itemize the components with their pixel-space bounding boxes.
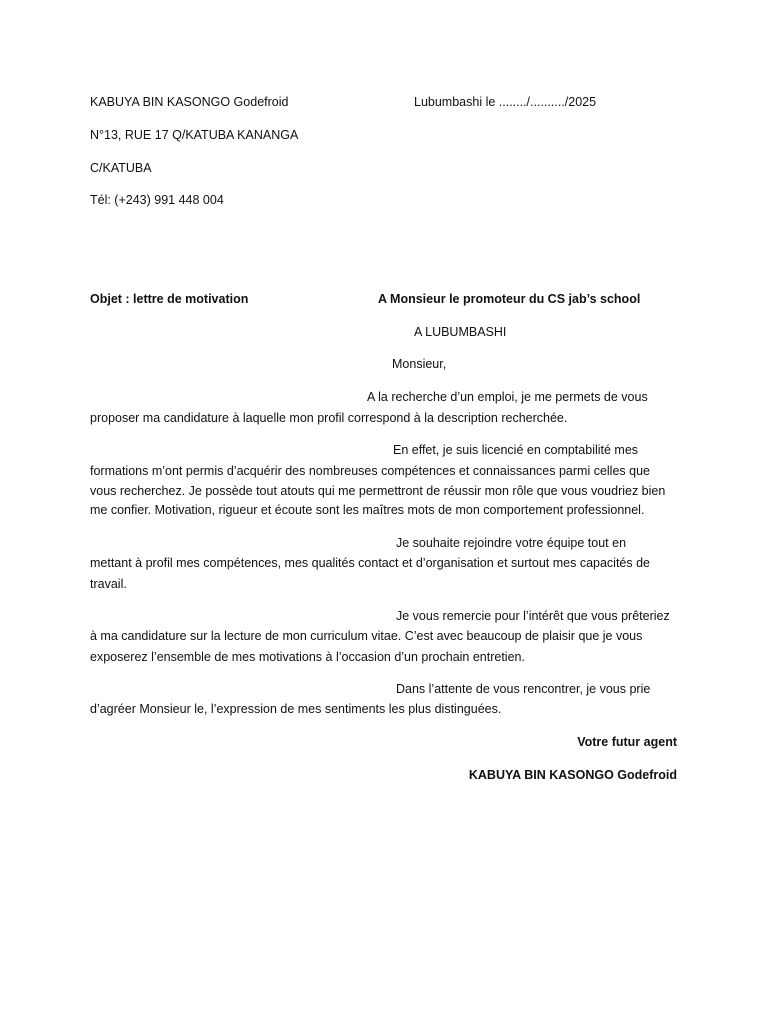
recipient-line2: A LUBUMBASHI	[414, 325, 507, 339]
paragraph-5-line-2: d’agréer Monsieur le, l’expression de mes sentiments les plus distinguées.	[90, 702, 502, 716]
date-line: Lubumbashi le ......../........../2025	[414, 95, 597, 109]
sender-address-line2: C/KATUBA	[90, 161, 152, 175]
sender-name: KABUYA BIN KASONGO Godefroid	[90, 95, 289, 109]
paragraph-4-line-3: exposerez l’ensemble de mes motivations à l’occasion d’un prochain entretien.	[90, 650, 525, 664]
paragraph-1-line-2: proposer ma candidature à laquelle mon profil correspond à la description recherchée.	[90, 411, 568, 425]
recipient-line1: A Monsieur le promoteur du CS jab’s school	[378, 292, 641, 306]
closing: Votre futur agent	[577, 735, 677, 749]
paragraph-2-line-3: vous recherchez. Je possède tout atouts qui me permettront de réussir mon rôle que vous voudriez bien	[90, 484, 666, 498]
sender-address-line1: N°13, RUE 17 Q/KATUBA KANANGA	[90, 128, 299, 142]
subject-line: Objet : lettre de motivation	[90, 292, 249, 306]
paragraph-2-line-4: me confier. Motivation, rigueur et écoute sont les maîtres mots de mon comportement professionnel.	[90, 503, 645, 517]
paragraph-4-line-2: à ma candidature sur la lecture de mon curriculum vitae. C’est avec beaucoup de plaisir que je vous	[90, 629, 643, 643]
paragraph-4-first-line: Je vous remercie pour l’intérêt que vous prêteriez	[396, 609, 670, 623]
sender-phone: Tél: (+243) 991 448 004	[90, 193, 224, 207]
paragraph-1-first-line: A la recherche d’un emploi, je me permets de vous	[367, 390, 648, 404]
paragraph-2-line-2: formations m’ont permis d’acquérir des nombreuses compétences et connaissances parmi celles que	[90, 464, 650, 478]
paragraph-5-first-line: Dans l’attente de vous rencontrer, je vous prie	[396, 682, 651, 696]
paragraph-2-first-line: En effet, je suis licencié en comptabilité mes	[393, 443, 639, 457]
paragraph-3-line-2: mettant à profil mes compétences, mes qualités contact et d’organisation et surtout mes capacités de	[90, 556, 651, 570]
paragraph-3-line-3: travail.	[90, 577, 127, 591]
salutation: Monsieur,	[392, 357, 447, 371]
paragraph-3-first-line: Je souhaite rejoindre votre équipe tout en	[396, 536, 627, 550]
signature: KABUYA BIN KASONGO Godefroid	[468, 768, 677, 782]
